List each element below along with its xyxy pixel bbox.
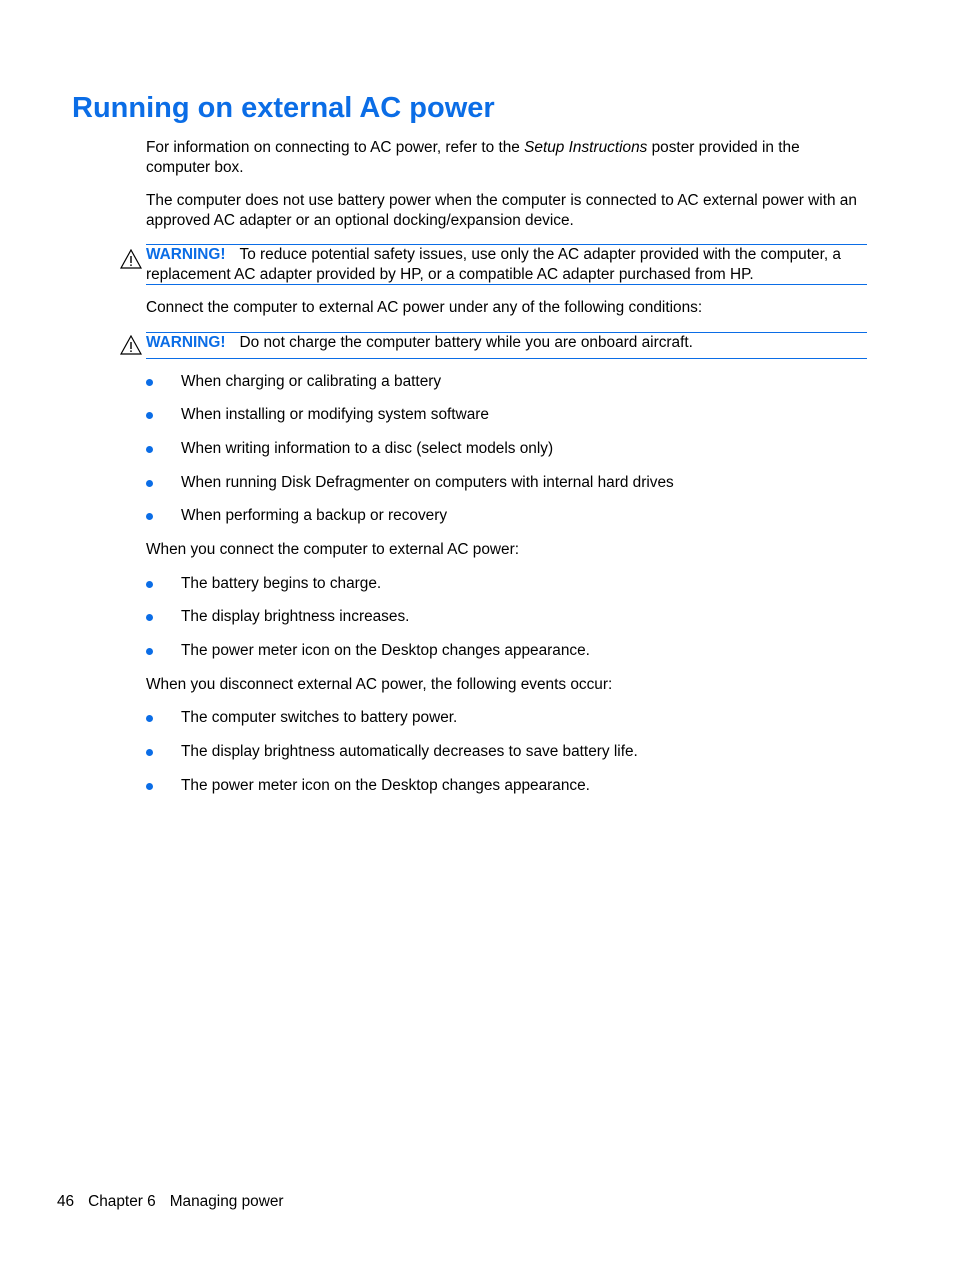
warning-text: Do not charge the computer battery while you are onboard aircraft. — [239, 334, 693, 351]
intro-paragraph — [146, 138, 868, 177]
page-number: 46 — [57, 1193, 75, 1210]
bullet-icon — [146, 480, 153, 487]
bullet-icon — [146, 749, 153, 756]
bullet-icon — [146, 581, 153, 588]
connect-intro: When you connect the computer to external AC power: — [146, 541, 519, 558]
bullet-icon — [146, 715, 153, 722]
bullet-icon — [146, 412, 153, 419]
bullet-icon — [146, 513, 153, 520]
setup-instructions-title: Setup Instructions — [524, 139, 648, 156]
warning-label: WARNING! — [146, 246, 226, 263]
intro-text-start: For information on connecting to AC power, refer to the — [146, 139, 525, 156]
disconnect-intro: When you disconnect external AC power, the following events occur: — [146, 676, 613, 693]
warning-aircraft — [146, 332, 867, 359]
page-footer — [57, 1192, 298, 1211]
conditions-intro: Connect the computer to external AC power under any of the following conditions: — [146, 299, 703, 316]
chapter-title: Managing power — [169, 1193, 284, 1210]
warning-label: WARNING! — [146, 334, 226, 351]
warning-text: To reduce potential safety issues, use only the AC adapter provided with the computer, a replacement AC adapter provided by HP, or a compatible AC adapter purchased from HP. — [146, 246, 841, 283]
bullet-icon — [146, 614, 153, 621]
warning-triangle-icon — [120, 249, 142, 269]
bullet-icon — [146, 783, 153, 790]
page-title: Running on external AC power — [72, 92, 495, 124]
battery-usage-paragraph: The computer does not use battery power when the computer is connected to AC external power with an approved AC adapter or an optional docking/expansion device. — [146, 192, 857, 229]
bullet-icon — [146, 648, 153, 655]
warning-adapter — [146, 244, 867, 285]
chapter-label: Chapter 6 — [88, 1193, 156, 1210]
intro-text-end: poster provided in the computer box. — [146, 139, 800, 176]
bullet-icon — [146, 446, 153, 453]
bullet-icon — [146, 379, 153, 386]
warning-triangle-icon — [120, 335, 142, 355]
